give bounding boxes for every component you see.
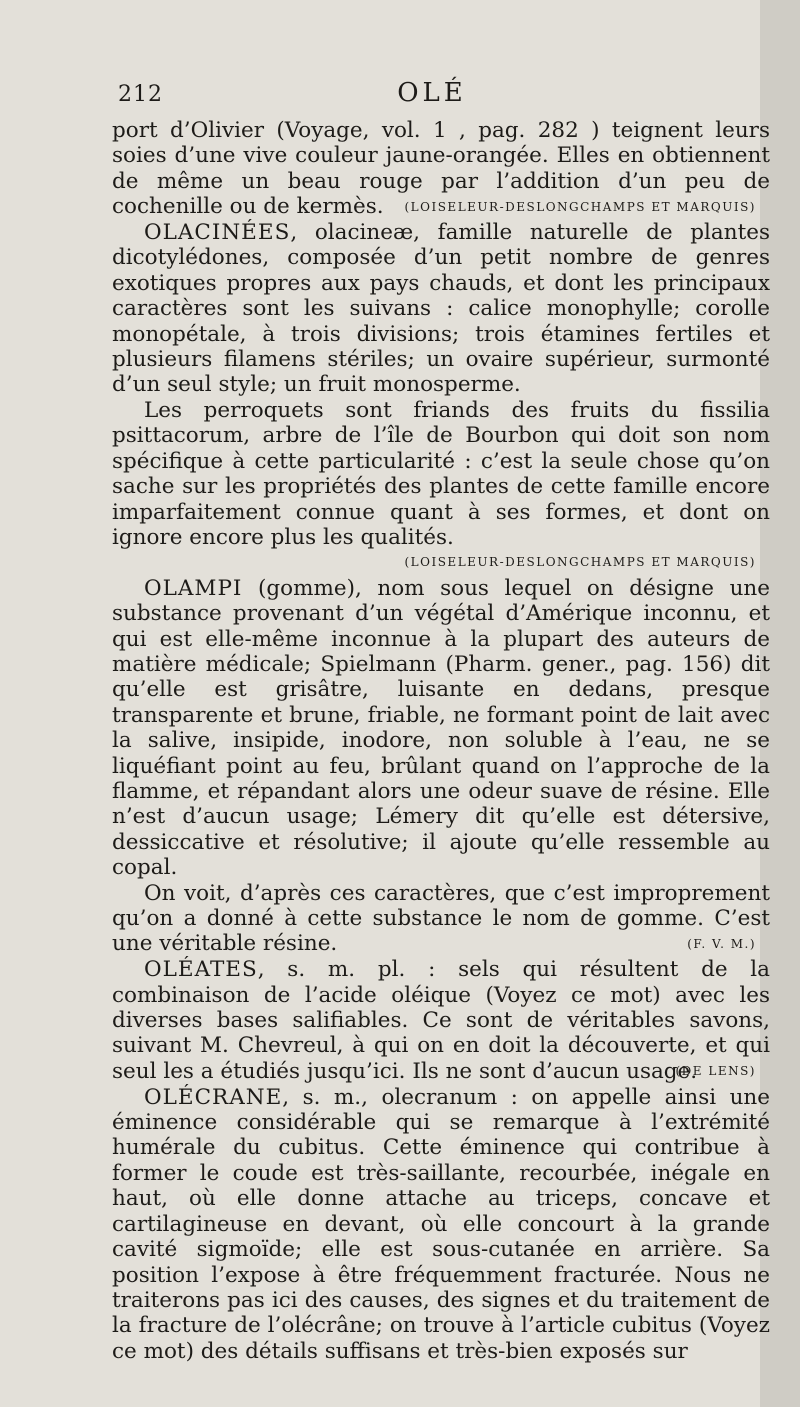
entry-signature: (F. V. M.) (687, 936, 756, 951)
entry-headword: OLÉATES (144, 957, 258, 983)
entry-text: Les perroquets sont friands des fruits du fissilia psittacorum, arbre de l’île de Bourbon qui doit son nom spécifique à cette particularité : c’est la seule chose qu’on sache sur les propriétés des plantes de cette famille encore imparfaitement connue quant à ses formes, et dont on ignore encore plus les qualités. (112, 397, 770, 550)
entry-text: port d’Olivier (Voyage, vol. 1 , pag. 282 ) teignent leurs soies d’une vive couleur jaune-orangée. Elles en obtiennent de même un beau rouge par l’addition d’un peu de cochenille ou de kermès. (112, 118, 770, 220)
entry-text: , s. m., olecranum : on appelle ainsi une éminence considérable qui se remarque à l’extrémité humérale du cubitus. Cette éminence qui contribue à former le coude est très-saillante, recourbée, inégale en haut, où elle donne attache au triceps, concave et cartilagineuse en devant, où elle concourt à la grande cavité sigmoïde; elle est sous-cutanée en arrière. Sa position l’expose à être fréquemment fracturée. Nous ne traiterons pas ici des causes, des signes et du traitement de la fracture de l’olécrâne; on trouve à l’article cubitus (Voyez ce mot) des détails suffisans et très-bien exposés sur (112, 1084, 770, 1364)
page-number: 212 (118, 82, 163, 107)
entry-text: On voit, d’après ces caractères, que c’est improprement qu’on a donné à cette substance le nom de gomme. C’est une véritable résine. (112, 880, 770, 957)
entry-olecrane (112, 1085, 770, 1364)
entry-text: , s. m. pl. : sels qui résultent de la combinaison de l’acide oléique (Voyez ce mot) avec les diverses bases salifiables. Ce sont de véritables savons, suivant M. Chevreul, à qui on en doit la découverte, et qui seul les a étudiés jusqu’ici. Ils ne sont d’aucun usage. (112, 957, 770, 1084)
entry-olacinees (112, 220, 770, 398)
entry-oleates (112, 957, 770, 1084)
entry-headword: OLACINÉES (144, 220, 291, 246)
entry-olampi (112, 576, 770, 881)
entry-text: (gomme), nom sous lequel on désigne une substance provenant d’un végétal d’Amérique inconnu, et qui est elle-même inconnue à la plupart des auteurs de matière médicale; Spielmann (Pharm. gener., pag. 156) dit qu’elle est grisâtre, luisante en dedans, presque transparente et brune, friable, ne formant point de lait avec la salive, insipide, inodore, non soluble à l’eau, ne se liquéfiant point au feu, brûlant quand on l’approche de la flamme, et répandant alors une odeur suave de résine. Elle n’est d’aucun usage; Lémery dit qu’elle est détersive, dessiccative et résolutive; il ajoute qu’elle ressemble au copal. (112, 575, 770, 881)
page-header (112, 78, 772, 114)
running-head: OLÉ (397, 78, 467, 108)
entry-headword: OLAMPI (144, 575, 243, 601)
page-body (112, 118, 770, 1364)
entry-headword: OLÉCRANE (144, 1084, 283, 1110)
entry-text: , olacineæ, famille naturelle de plantes dicotylédones, composée d’un petit nombre de genres exotiques propres aux pays chauds, et dont les principaux caractères sont les suivans : calice monophylle; corolle monopétale, à trois divisions; trois étamines fertiles et plusieurs filamens stériles; un ovaire supérieur, surmonté d’un seul style; un fruit monosperme. (112, 220, 770, 398)
entry-signature: (DE LENS) (675, 1064, 756, 1079)
entry-signature: (LOISELEUR-DESLONGCHAMPS ET MARQUIS) (404, 555, 756, 570)
entry-signature: (LOISELEUR-DESLONGCHAMPS ET MARQUIS) (404, 199, 756, 214)
entry-paragraph (112, 398, 770, 550)
